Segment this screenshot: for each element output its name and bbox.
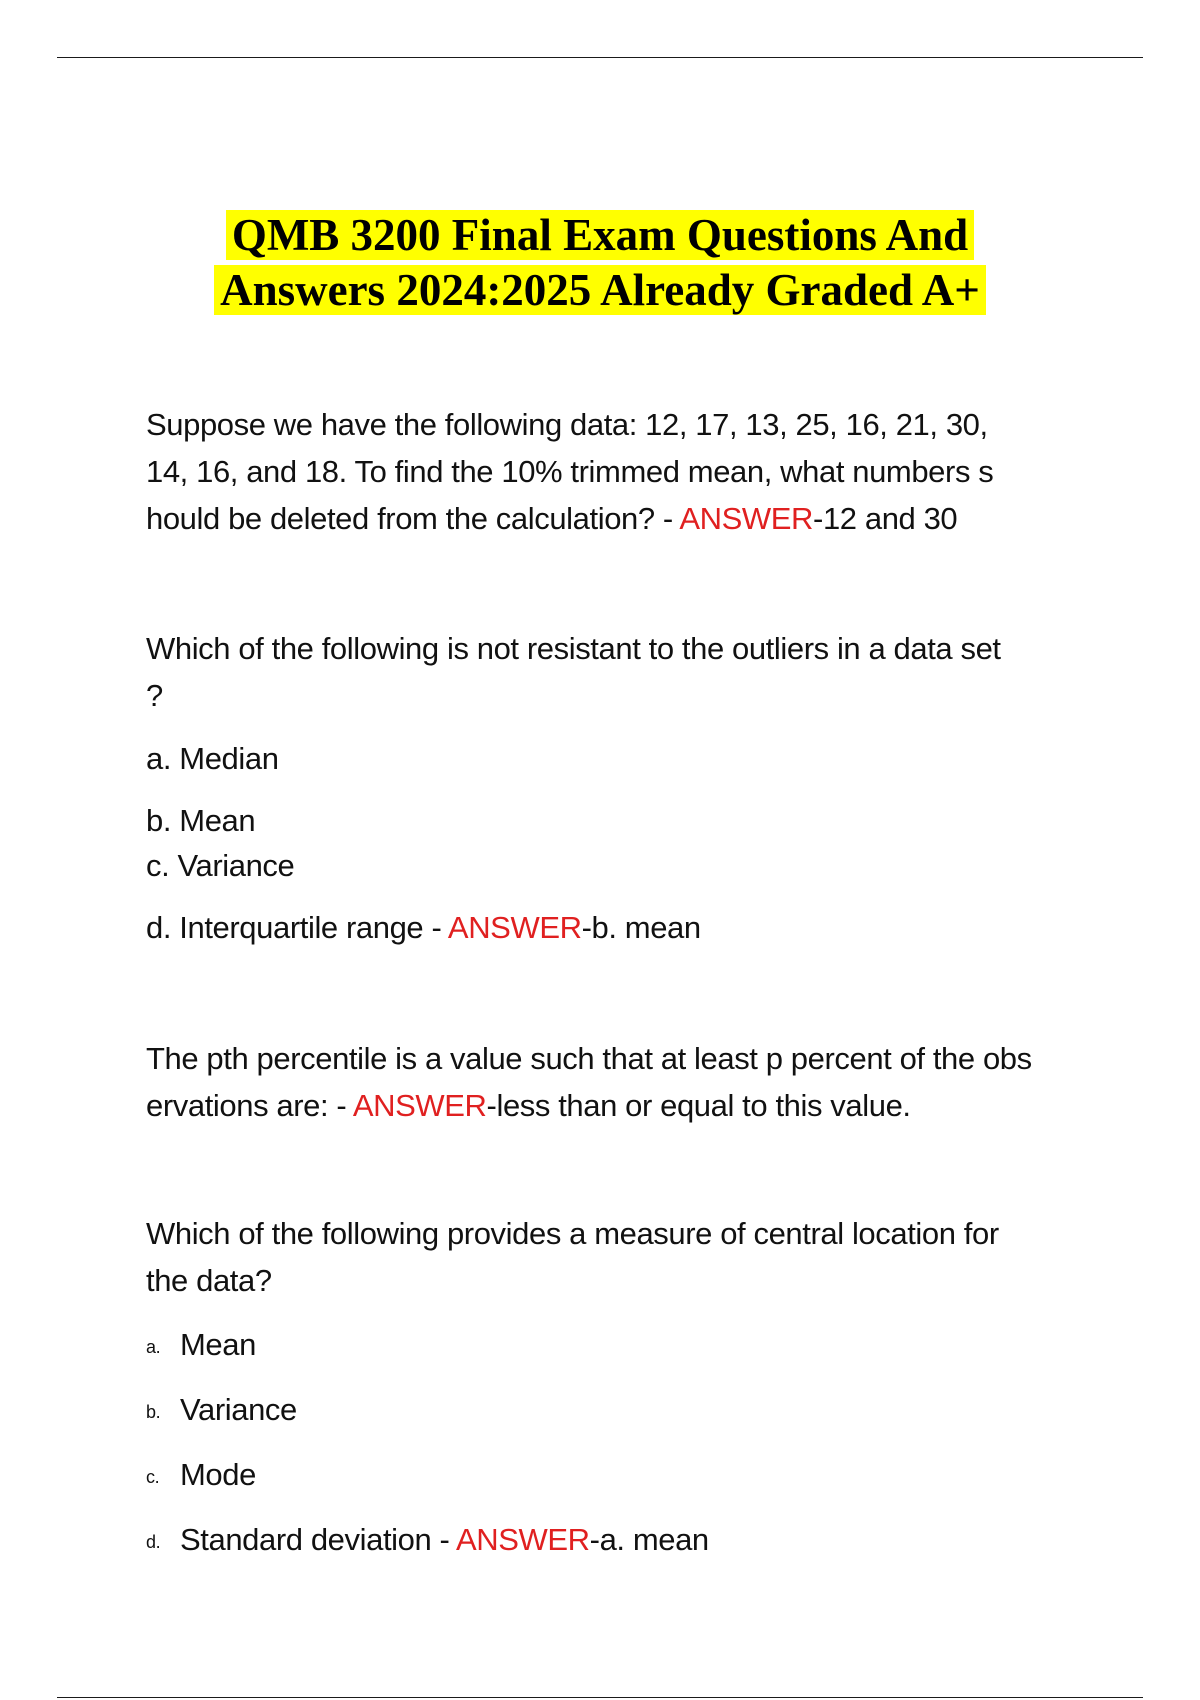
option-marker: a.: [146, 1337, 161, 1357]
answer-label: ANSWER: [455, 1522, 590, 1557]
question-3-line-1: The pth percentile is a value such that at least p percent of the obs: [146, 1041, 1032, 1076]
answer-label: ANSWER: [447, 910, 582, 945]
question-2-answer: -b. mean: [581, 910, 701, 945]
question-2: [146, 625, 1106, 719]
question-4-option-d-text: Standard deviation -: [180, 1522, 456, 1557]
question-4-option-c: [146, 1455, 256, 1497]
question-4-option-b: [146, 1390, 297, 1432]
question-1-line-3: [146, 495, 1106, 542]
question-4-option-b-text: Variance: [180, 1392, 297, 1427]
option-marker: c.: [146, 1467, 160, 1487]
question-4-option-c-text: Mode: [180, 1457, 256, 1492]
question-2-line-1: Which of the following is not resistant to the outliers in a data set: [146, 631, 1001, 666]
question-1-line-1: Suppose we have the following data: 12, 17, 13, 25, 16, 21, 30,: [146, 407, 988, 442]
question-1-line-3-text: hould be deleted from the calculation? -: [146, 501, 680, 536]
question-4-option-a-text: Mean: [180, 1327, 256, 1362]
question-3-line-2: [146, 1082, 1106, 1129]
question-4-option-a: [146, 1325, 256, 1367]
option-marker: d.: [146, 1532, 161, 1552]
question-4: [146, 1210, 1106, 1304]
question-1-line-2: 14, 16, and 18. To find the 10% trimmed mean, what numbers s: [146, 454, 994, 489]
question-4-answer: -a. mean: [589, 1522, 709, 1557]
bottom-rule: [57, 1697, 1143, 1698]
question-3-answer: -less than or equal to this value.: [486, 1088, 911, 1123]
question-3-line-2-text: ervations are: -: [146, 1088, 353, 1123]
question-1-answer: -12 and 30: [813, 501, 958, 536]
question-2-line-2: ?: [146, 678, 163, 713]
option-marker: b.: [146, 1402, 161, 1422]
title-line-1: QMB 3200 Final Exam Questions And: [226, 210, 974, 260]
question-4-line-2: the data?: [146, 1263, 272, 1298]
top-rule: [57, 57, 1143, 58]
question-2-option-a: a. Median: [146, 741, 279, 776]
question-3: [146, 1035, 1106, 1129]
answer-label: ANSWER: [679, 501, 814, 536]
question-2-option-c: c. Variance: [146, 848, 295, 883]
answer-label: ANSWER: [352, 1088, 487, 1123]
question-4-option-d: [146, 1520, 709, 1562]
question-4-line-1: Which of the following provides a measure of central location for: [146, 1216, 999, 1251]
question-1: [146, 401, 1106, 542]
title-line-2: Answers 2024:2025 Already Graded A+: [214, 265, 986, 315]
question-2-option-d: [146, 908, 701, 948]
question-2-option-d-text: d. Interquartile range -: [146, 910, 448, 945]
page-title: [0, 208, 1200, 318]
question-2-option-b: b. Mean: [146, 803, 256, 838]
